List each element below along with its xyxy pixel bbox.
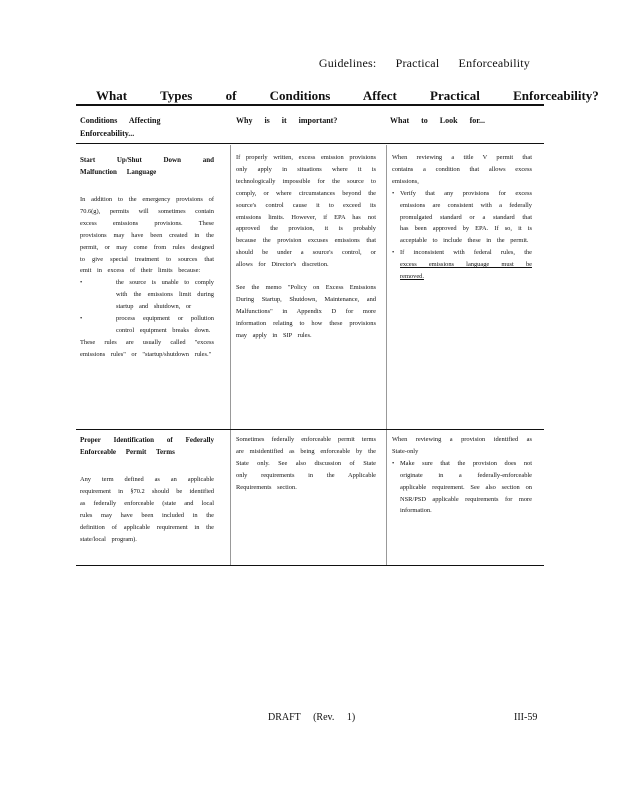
table-end-rule (76, 565, 544, 566)
row2-why-cell (236, 434, 376, 505)
list-item: • Make sure that the provision does not originate in a federally-enforceable applicable requirement. See also section on NSR/PSD applicable requirements for more information. (392, 458, 532, 518)
top-rule (76, 104, 544, 106)
row1-why-paragraph: If properly written, excess emission provisions only apply in situations where it is technologically impossible for the source to comply, or where circumstances beyond the source's control cause it to exceed its emissions limits. However, if EPA has not approved the provision, it is probably because the provision excuses emissions that should be under a source's control, or allows for Director's discretion. (236, 154, 376, 269)
row1-what-list (392, 188, 532, 283)
row2-conditions-cell (80, 434, 214, 556)
row-label: Proper Identification of Federally Enforceable Permit Terms (80, 436, 214, 456)
page-heading: What Types of Conditions Affect Practical Enforceability? (96, 88, 599, 103)
row1-why-cell (236, 152, 376, 353)
row2-what-cell (392, 434, 532, 517)
row2-what-intro: When reviewing a provision identified as State-only (392, 436, 532, 455)
list-item: • the source is unable to comply with the emissions limit during startup and shutdown, or (80, 277, 214, 313)
row1-what-intro: When reviewing a title V permit that contains a condition that allows excess emissions, (392, 154, 532, 185)
row2-why-text: Sometimes federally enforceable permit terms are misidentified as being enforceable by the State only. See also discussion of State only requirements in the Applicable Requirements section. (236, 436, 376, 491)
list-item (392, 247, 532, 283)
row1-conditions-cell (80, 154, 214, 372)
column-divider (230, 145, 231, 565)
list-item: • process equipment or pollution control equipment breaks down. (80, 313, 214, 337)
row2-what-list (392, 458, 532, 518)
column-header-why: Why is it important? (236, 116, 338, 125)
text-span: If inconsistent with federal rules, the (400, 249, 532, 257)
row1-bullet-list (80, 277, 214, 337)
row2-text: Any term defined as an applicable requirement in §70.2 should be identified as federally enforceable (state and local rules may have been included in the definition of applicable requirement in the state/local program). (80, 476, 214, 543)
column-divider (386, 145, 387, 565)
list-item: • Verify that any provisions for excess emissions are consistent with a federally promulgated standard or a standard that has been approved by EPA. If so, it is acceptable to include these in the permit. (392, 188, 532, 248)
column-header-conditions: Conditions Affecting Enforceability... (80, 116, 161, 138)
column-header-what: What to Look for... (390, 116, 486, 125)
page-header-title: Guidelines: Practical Enforceability (318, 56, 530, 70)
header-rule (76, 143, 544, 144)
underlined-text: excess emissions language must be removed. (400, 261, 532, 281)
row1-intro: In addition to the emergency provisions of 70.6(g), permits will sometimes contain excess emissions provisions. These provisions may have been created in the permit, or may come from rules designed to give special treatment to sources that emit in excess of their limits because: (80, 196, 214, 275)
row-label: Start Up/Shut Down and Malfunction Language (80, 156, 214, 176)
row1-outro: These rules are usually called "excess emissions rules" or "startup/shutdown rules." (80, 338, 214, 358)
footer-draft: DRAFT (Rev. 1) (268, 712, 356, 723)
page-number: III-59 (514, 712, 538, 723)
row1-why-paragraph: See the memo "Policy on Excess Emissions During Startup, Shutdown, Maintenance, and Malfunctions" in Appendix D for more information relating to how these provisions may apply in SIP rules. (236, 284, 376, 339)
row-rule (76, 429, 544, 430)
row1-what-cell (392, 152, 532, 283)
